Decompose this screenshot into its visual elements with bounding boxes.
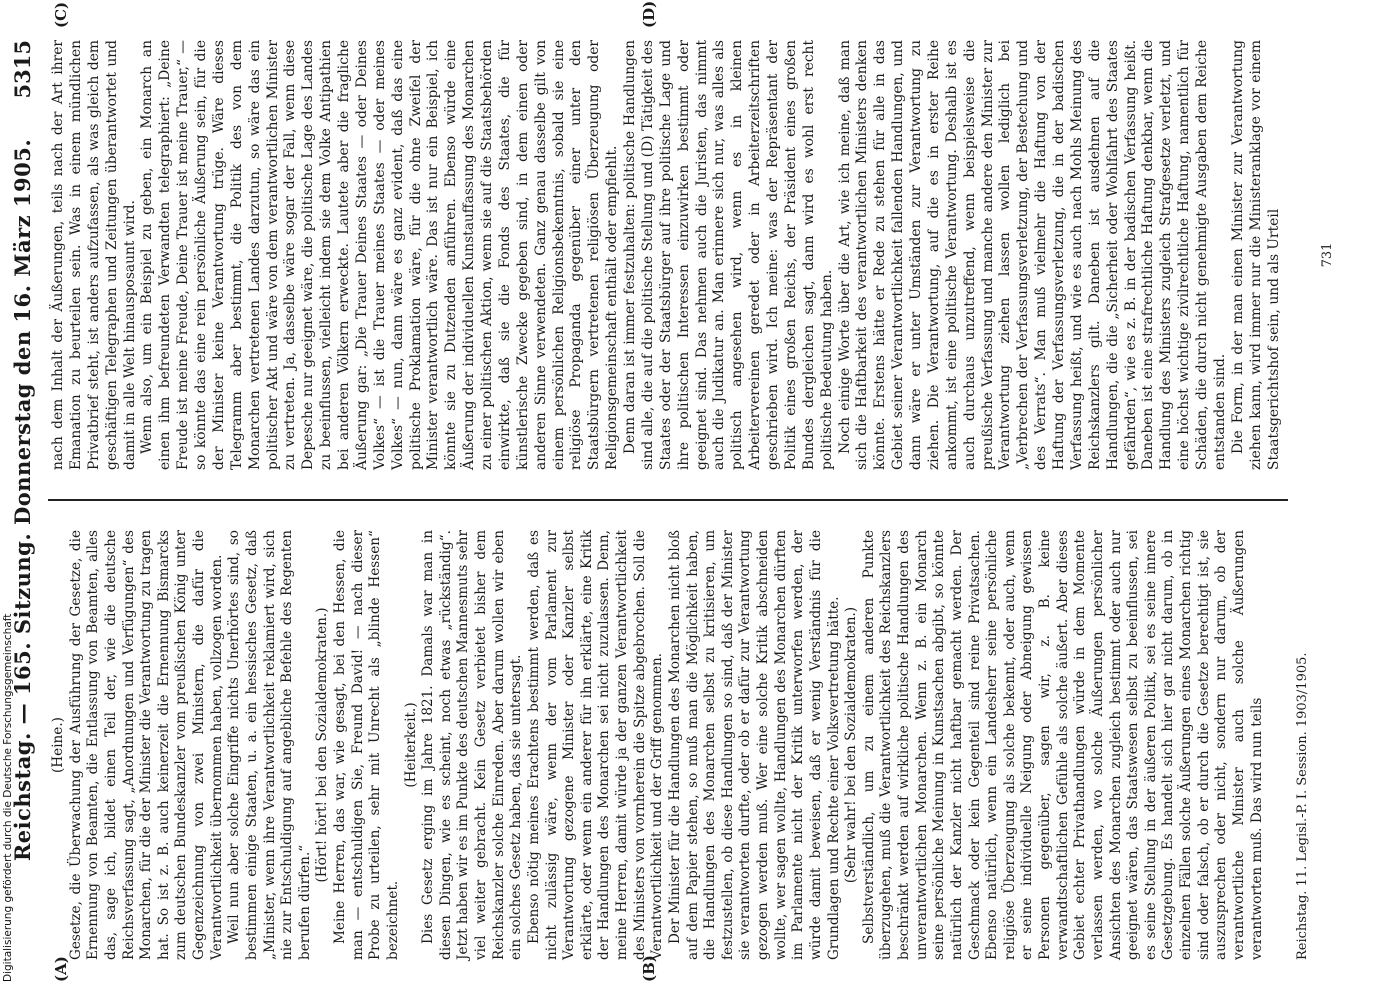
paragraph: (Sehr wahr! bei den Sozialdemokraten.) [843,606,860,884]
paragraph: (Hört! hört! bei den Sozialdemokraten.) [314,607,331,883]
paragraph: Wenn also, um ein Beispiel zu geben, ein Monarch an einen ihm befreundeten Verwandten telegraphiert: „Deine Freude ist meine Freude, Deine Trauer ist meine Trauer,“ — so könnte das eine rein persönliche Äußerung sein, für die der Minister keine Verantwortung trüge. Wäre dieses Telegramm aber bestimmt, die Politik des von dem Monarchen vertretenen Landes darzutun, so wäre das ein politischer Akt und wäre von dem verantwortlichen Minister zu vertreten. Ja, dasselbe wäre sogar der Fall, wenn diese Depesche nur geeignet wäre, die politische Lage des Landes zu beeinflussen, vielleicht indem sie dem Volke Antipathien bei anderen Völkern erweckte. Lautete aber die fragliche Äußerung gar: „Die Trauer Deines Staates — oder Deines Volkes“ — ist die Trauer meines Staates — oder meines Volkes“ — nun, dann wäre es ganz evident, daß das eine politische Proklamation wäre, für die ohne Zweifel der Minister verantwortlich wäre. Das ist nur ein Beispiel, ich könnte sie zu Dutzenden anführen. Ebenso würde eine Äußerung der individuellen Kunstauffassung des Monarchen zu einer politischen Aktion, wenn sie auf die Staatsbehörden einwirkte, daß sie die Fonds des Staates, die für künstlerische Zwecke gegeben sind, in dem einen oder anderen Sinne verwendeten. Ganz genau dasselbe gilt von einem persönlichen Religionsbekenntnis, sobald sie eine religiöse Propaganda gegenüber einer unter den Staatsbürgern vertretenen religiösen Überzeugung oder Religionsgemeinschaft enthält oder empfiehlt. [139,40,621,470]
paragraph: Die Form, in der man einen Minister zur Verantwortung ziehen kann, wird immer nur die Ministeranklage vor einem Staatsgerichtshof sein, und als Urteil [1229,40,1282,470]
margin-marker-c: (C) [52,1,70,28]
paragraph: Der Minister für die Handlungen des Monarchen nicht bloß auf dem Papier stehen, so muß man die Möglichkeit haben, die Handlungen des Monarchen selbst zu kritisieren, um festzustellen, ob diese Handlungen so sind, daß der Minister sie verantworten durfte, oder ob er dafür zur Verantwortung gezogen werden muß. Wer eine solche Kritik abschneiden wollte, wer sagen wollte, Handlungen des Monarchen dürften im Parlamente nicht der Kritik unterworfen werden, der würde damit beweisen, daß er wenig Verständnis für die Grundlagen und Rechte einer Volksvertretung hätte. [666,530,842,960]
paragraph: Meine Herren, das war, wie gesagt, bei den Hessen, die man — entschuldigen Sie, Freund David! — nach dieser Probe zu urteilen, sehr mit Unrecht als „blinde Hessen“ bezeichnet. [332,530,401,960]
paragraph: Denn daran ist immer festzuhalten: politische Handlungen sind alle, die auf die politische Stellung und (D) Tätigkeit des Staates oder der Staatsbürger auf ihre politische Lage und ihre politischen Interessen einzuwirken bestimmt oder geeignet sind. Das nehmen auch die Juristen, das nimmt auch die Judikatur an. Man erinnere sich nur, was alles als politisch angesehen wird, wenn es in kleinen Arbeitervereinen geredet oder in Arbeiterzeitschriften geschrieben wird. Ich meine: was der Repräsentant der Politik eines großen Reichs, der Präsident eines großen Bundes dergleichen sagt, dann wird es wohl erst recht politische Bedeutung haben. [622,40,835,470]
left-column [50,530,1266,960]
page-number: 5315 [10,40,35,99]
paragraph: Noch einige Worte über die Art, wie ich meine, daß man sich die Haftbarkeit des verantwortlichen Ministers denken könnte. Erstens hätte er Rede zu stehen für alle in das Gebiet seiner Verantwortlichkeit fallenden Handlungen, und dann wäre er unter Umständen zur Verantwortung zu ziehen. Die Verantwortung, auf die es in erster Reihe ankommt, ist eine politische Verantwortung. Deshalb ist es auch durchaus unzutreffend, wenn beispielsweise die preußische Verfassung und manche andere den Minister zur Verantwortung ziehen lassen wollen lediglich bei „Verbrechen der Verfassungsverletzung, der Bestechung und des Verrats“. Man muß vielmehr die Haftung von der Haftung der Verfassungsverletzung, die in der badischen Verfassung heißt, und wie es auch nach Mohls Meinung des Reichskanzlers gilt. Daneben ist ausdehnen auf die Handlungen, die die „Sicherheit oder Wohlfahrt des Staates gefährden“, wie es z. B. in der badischen Verfassung heißt. Daneben ist eine strafrechtliche Haftung denkbar, wenn die Handlung des Ministers zugleich Strafgesetze verletzt, und eine höchst wichtige zivilrechtliche Haftung, namentlich für Schäden, die durch nicht genehmigte Ausgaben dem Reiche entstanden sind. [836,40,1228,470]
right-column [50,40,1283,470]
paragraph: Weil nun aber solche Eingriffe nichts Unerhörtes sind, so bestimmen einige Staaten, u. a. ein hessisches Gesetz, daß „Minister, wenn ihre Verantwortlichkeit reklamiert wird, sich nie zur Entschuldigung auf angebliche Befehle des Regenten berufen dürfen.“ [226,530,313,960]
column-divider [48,499,1288,501]
paragraph: Selbstverständlich, um zu einem anderen Punkte überzugehen, muß die Verantwortlichkeit des Reichskanzlers beschränkt werden auf wirkliche politische Handlungen des unverantwortlichen Monarchen. Wenn z. B. ein Monarch seine persönliche Meinung in Kunstsachen abgibt, so könnte natürlich der Kanzler nicht haftbar gemacht werden. Der Geschmack oder kein Gegenteil sind reine Privatsachen. Ebenso natürlich, wenn ein Landesherr seine persönliche religiöse Überzeugung als solche bekennt, oder auch, wenn er seine individuelle Neigung oder Abneigung gewissen Personen gegenüber, sagen wir, z. B. keine verwandtschaftlichen Gefühle als solche äußert. Aber dieses Gebiet echter Privathandlungen würde in dem Momente verlassen werden, wo solche Äußerungen persönlicher Ansichten des Monarchen zugleich bestimmt oder auch nur geeignet wären, das Staatswesen selbst zu beeinflussen, sei es seine Stellung in der äußeren Politik, sei es seine innere Gesetzgebung. Es handelt sich hier gar nicht darum, ob in einzelnen Fällen solche Äußerungen eines Monarchen richtig sind oder falsch, ob er durch die Gesetze berechtigt ist, sie auszusprechen oder nicht, sondern nur darum, ob der verantwortliche Minister auch solche Äußerungen verantworten muß. Das wird nun teils [860,530,1265,960]
credit-text: Digitalisierung gefördert durch die Deutsche Forschungsgemeinschaft [2,613,14,982]
margin-marker-b: (B) [640,955,658,982]
footer-page-signature: 731 [1320,242,1335,268]
paragraph: Dies Gesetz erging im Jahre 1821. Damals war man in diesen Dingen, wie es scheint, noch etwas „rückständig“. Jetzt haben wir es im Punkte des deutschen Mannesmuts sehr viel weiter gebracht. Kein Gesetz verbietet bisher dem Reichskanzler solche Einreden. Aber darum wollen wir eben ein solches Gesetz haben, das sie untersagt. [420,530,525,960]
digitization-credit [0,434,16,994]
paragraph: Ebenso nötig meines Erachtens bestimmt werden, daß es nicht zulässig wäre, wenn der vom Parlament zur Verantwortung gezogene Minister oder Kanzler selbst erklärte, oder wenn ein anderer für ihn erklärte, eine Kritik der Handlungen des Monarchen sei nicht zuzulassen. Denn, meine Herren, damit würde ja der ganzen Verantwortlichkeit des Ministers von vornherein die Spitze abgebrochen. Soll die Verantwortlichkeit und der Griff genommen. [525,530,666,960]
paragraph: (Heine.) [50,717,66,773]
margin-marker-d: (D) [640,0,658,28]
paragraph: (Heiterkeit.) [402,702,419,788]
running-title: Reichstag. — 165. Sitzung. Donnerstag den 16. März 1905. [10,138,35,862]
paragraph: Gesetze, die Überwachung der Ausführung der Gesetze, die Ernennung von Beamten, die Entlassung von Beamten, alles das, sage ich, bildet einen Teil der, wie die deutsche Reichsverfassung sagt, „Anordnungen und Verfügungen“ des Monarchen, für die der Minister die Verantwortung zu tragen hat. So ist z. B. auch keinerzeit die Ernennung Bismarcks zum deutschen Bundeskanzler vom preußischen König unter Gegenzeichnung von zwei Ministern, die dafür die Verantwortlichkeit übernommen haben, vollzogen worden. [67,530,225,960]
paragraph: nach dem Inhalt der Äußerungen, teils nach der Art ihrer Emanation zu beurteilen sein. Was in einem mündlichen Privatbrief steht, ist anders aufzufassen, als was gleich dem geschäftigen Telegraphen und Zeitungen überantwortet und damit in alle Welt hinausposaunt wird. [50,40,138,470]
margin-marker-a: (A) [52,956,70,982]
footer-session-info: Reichstag. 11. Legisl.-P. I. Session. 1903/1905. [1295,652,1310,960]
